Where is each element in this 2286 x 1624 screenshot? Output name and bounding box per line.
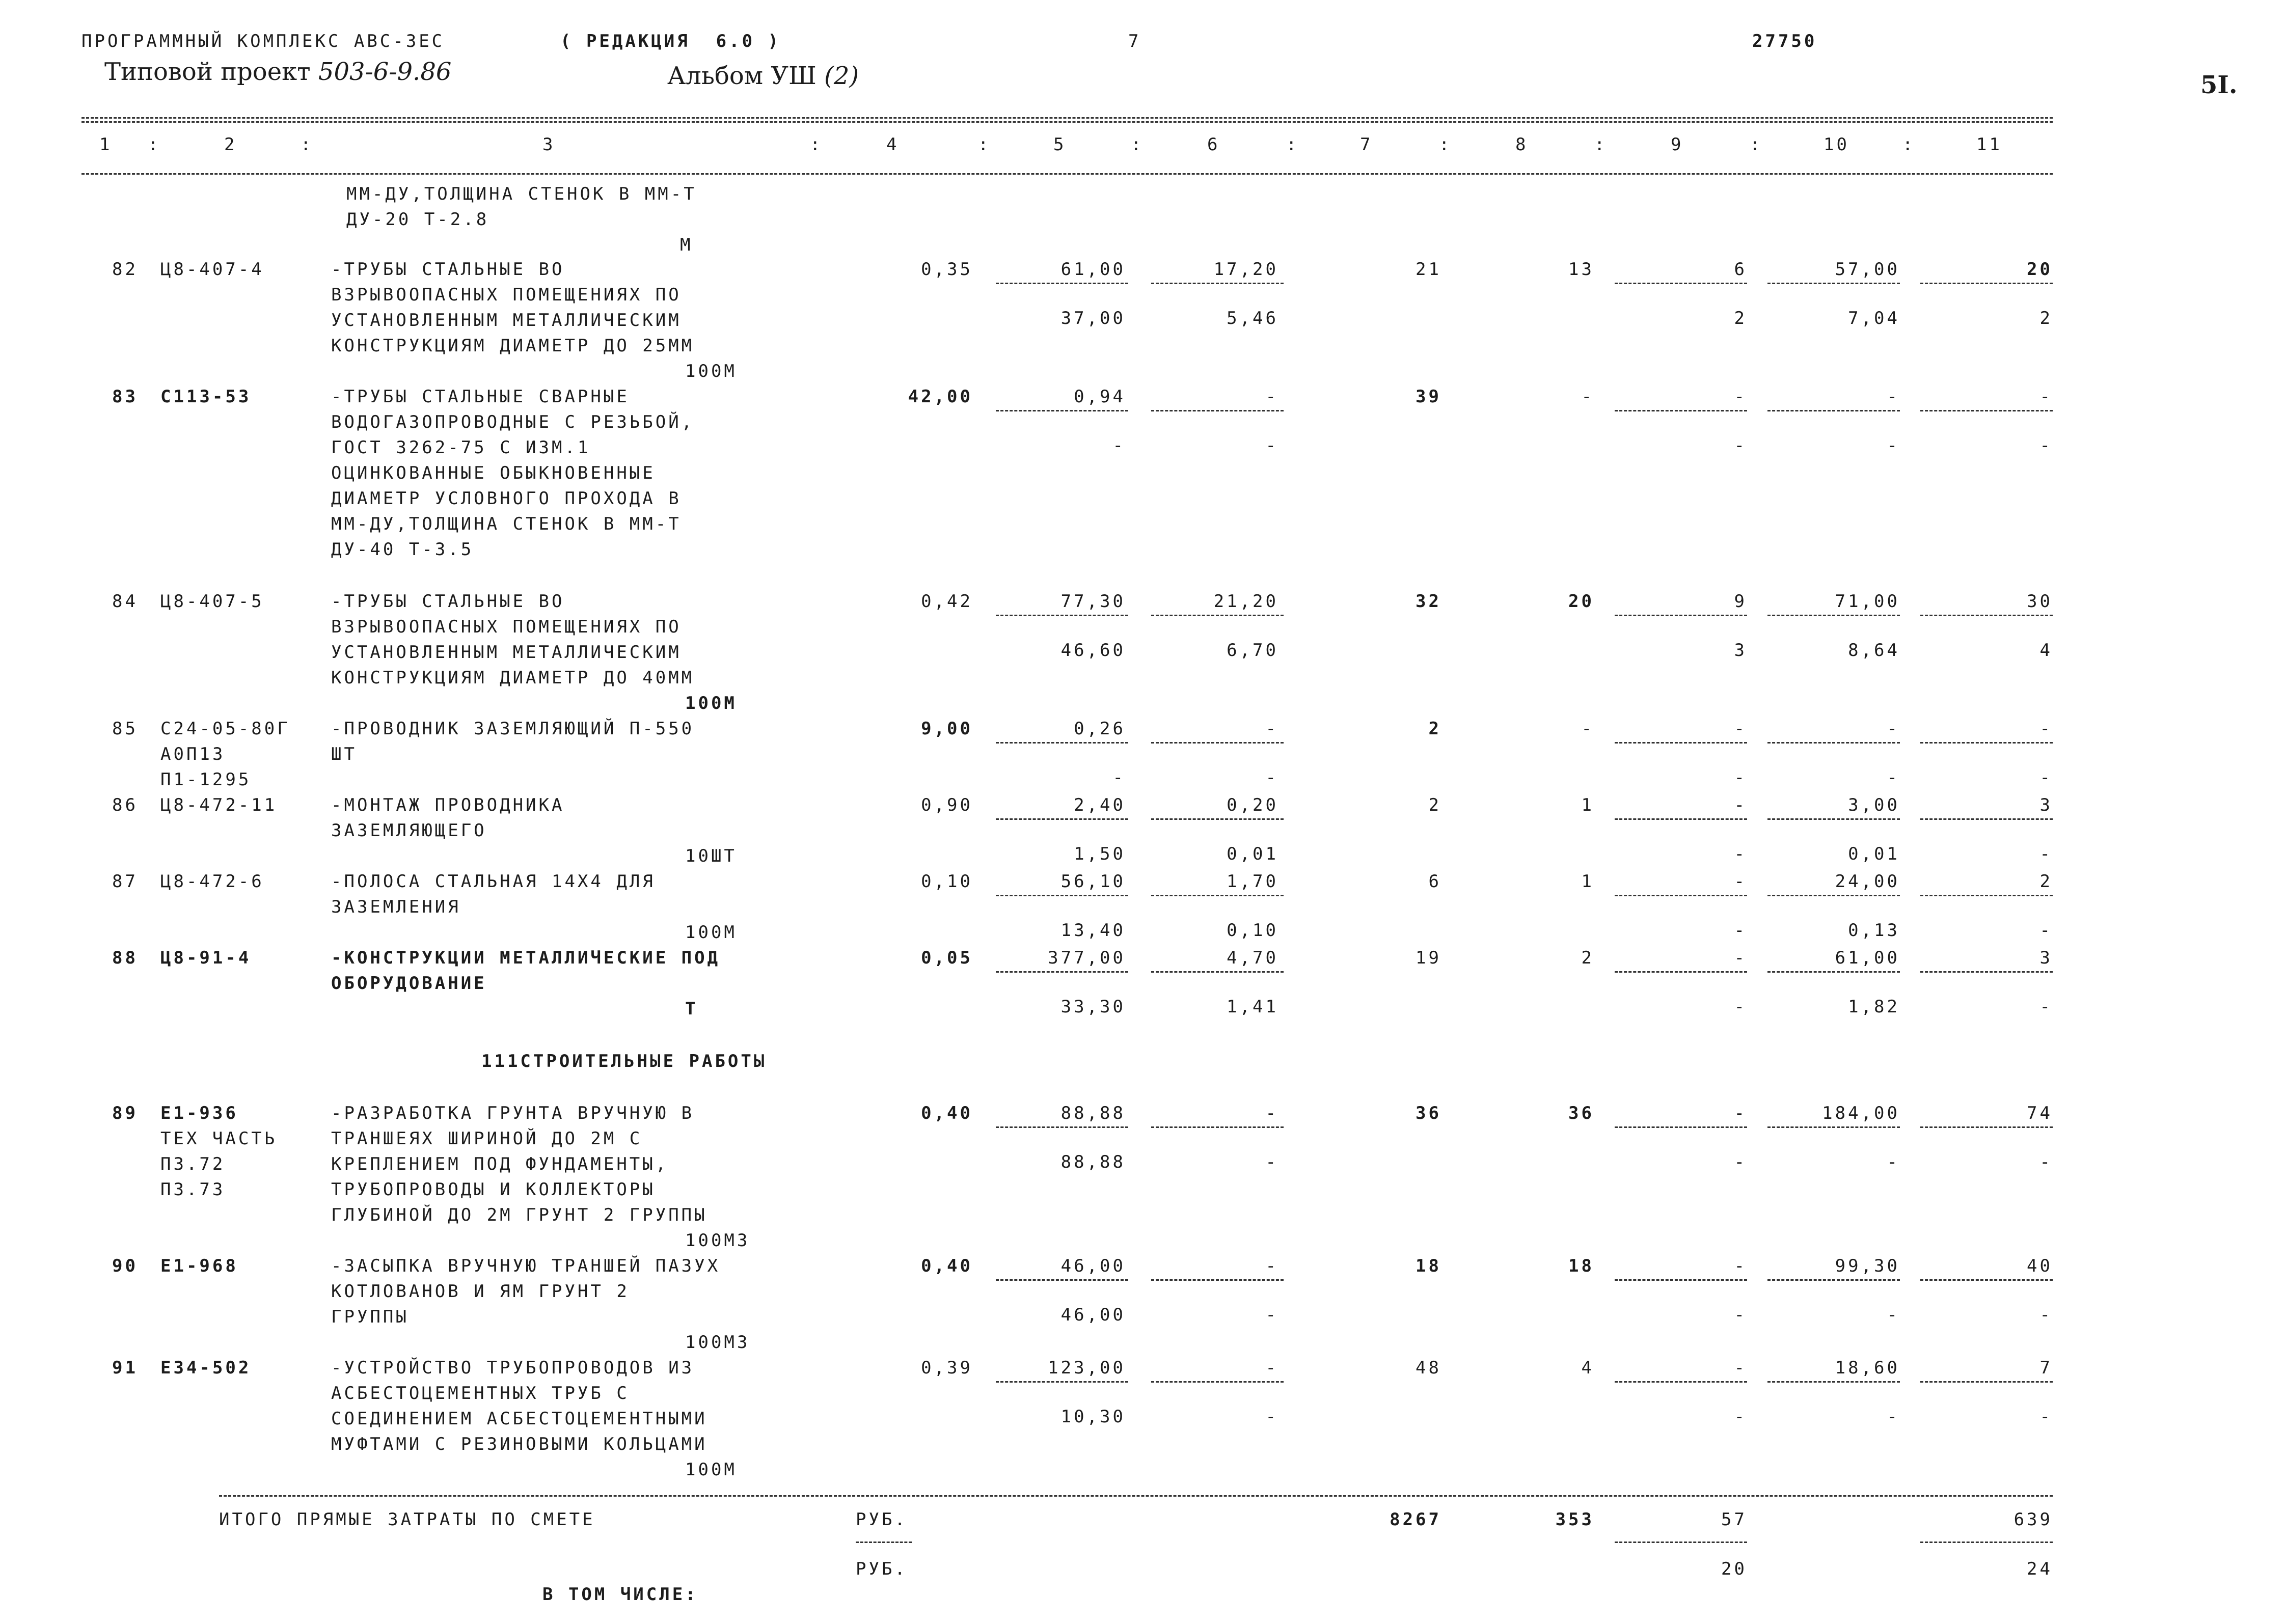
row-unit: 10ШТ: [685, 846, 737, 866]
col-4: 4: [886, 134, 900, 155]
cell-c10b: 1,82: [1848, 997, 1900, 1017]
cell-c11b: -: [2039, 920, 2053, 941]
cell-divider: [1615, 410, 1747, 411]
cell-c4: 0,35: [921, 259, 973, 280]
row-code: П3.72: [160, 1154, 226, 1174]
row-code: С113-53: [160, 387, 252, 407]
cell-divider: [1920, 1381, 2053, 1383]
row-description: АСБЕСТОЦЕМЕНТНЫХ ТРУБ С: [331, 1383, 630, 1403]
cell-divider: [996, 283, 1128, 284]
totals-label: ИТОГО ПРЯМЫЕ ЗАТРАТЫ ПО СМЕТЕ: [219, 1509, 595, 1530]
row-unit: 100М3: [685, 1332, 750, 1353]
cell-c11: 30: [2027, 591, 2053, 612]
cell-c11: 3: [2039, 948, 2053, 968]
cell-divider: [1920, 1279, 2053, 1281]
cell-c6: -: [1265, 1103, 1278, 1123]
cell-c6: 4,70: [1227, 948, 1278, 968]
totals-c9: 57: [1721, 1509, 1747, 1530]
row-description: -КОНСТРУКЦИИ МЕТАЛЛИЧЕСКИЕ ПОД: [331, 948, 721, 968]
totals-c11: 639: [2013, 1509, 2053, 1530]
row-description: ГРУППЫ: [331, 1307, 409, 1327]
cell-c10: 184,00: [1822, 1103, 1900, 1123]
row-description: ВЗРЫВООПАСНЫХ ПОМЕЩЕНИЯХ ПО: [331, 617, 682, 637]
cell-divider: [1767, 971, 1900, 973]
totals-unit-2: РУБ.: [856, 1559, 908, 1579]
cell-c6b: 1,41: [1227, 997, 1278, 1017]
col-10: 10: [1824, 134, 1849, 155]
cell-c6b: -: [1265, 1305, 1278, 1325]
col-sep: :: [1750, 134, 1763, 155]
cell-c10b: -: [1887, 1305, 1900, 1325]
cell-divider: [996, 615, 1128, 616]
cell-c11b: -: [2039, 997, 2053, 1017]
cell-divider: [1767, 895, 1900, 896]
cell-c9: 9: [1734, 591, 1747, 612]
cell-c10b: 0,13: [1848, 920, 1900, 941]
col-7: 7: [1360, 134, 1373, 155]
cell-divider: [1767, 410, 1900, 411]
cell-c10b: 0,01: [1848, 844, 1900, 864]
section-title: 111СТРОИТЕЛЬНЫЕ РАБОТЫ: [481, 1051, 767, 1071]
cell-c7: 2: [1428, 719, 1441, 739]
row-unit: 100М3: [685, 1230, 750, 1251]
cell-c11b: 4: [2039, 640, 2053, 660]
cell-c4: 0,39: [921, 1358, 973, 1378]
cell-c11: 2: [2039, 871, 2053, 892]
cell-c9b: -: [1734, 1152, 1747, 1172]
cell-c7: 36: [1416, 1103, 1441, 1123]
row-unit: 100М: [685, 693, 737, 713]
row-number: 87: [112, 871, 138, 892]
row-description: -ТРУБЫ СТАЛЬНЫЕ ВО: [331, 591, 565, 612]
row-code: А0П13: [160, 744, 226, 764]
row-description: -ТРУБЫ СТАЛЬНЫЕ СВАРНЫЕ: [331, 387, 630, 407]
row-description: -УСТРОЙСТВО ТРУБОПРОВОДОВ ИЗ: [331, 1358, 695, 1378]
row-number: 84: [112, 591, 138, 612]
totals-c11b: 24: [2027, 1559, 2053, 1579]
album-label: Альбом УШ (2): [667, 62, 859, 90]
row-description: ВЗРЫВООПАСНЫХ ПОМЕЩЕНИЯХ ПО: [331, 285, 682, 305]
row-code: П3.73: [160, 1179, 226, 1200]
cell-c6: 21,20: [1213, 591, 1278, 612]
totals-unit: РУБ.: [856, 1509, 908, 1530]
row-description: СОЕДИНЕНИЕМ АСБЕСТОЦЕМЕНТНЫМИ: [331, 1409, 707, 1429]
cell-c11b: -: [2039, 844, 2053, 864]
row-description: УСТАНОВЛЕННЫМ МЕТАЛЛИЧЕСКИМ: [331, 310, 682, 331]
row-description: ЗАЗЕМЛЯЮЩЕГО: [331, 820, 487, 841]
sheet-number: 5I.: [2200, 71, 2238, 99]
cell-divider: [1767, 615, 1900, 616]
cell-c8: -: [1581, 719, 1594, 739]
row-code: ТЕХ ЧАСТЬ: [160, 1128, 278, 1149]
cell-divider: [1615, 895, 1747, 896]
totals-c8: 353: [1555, 1509, 1594, 1530]
cell-c4: 0,40: [921, 1103, 973, 1123]
cell-c7: 6: [1428, 871, 1441, 892]
row-number: 83: [112, 387, 138, 407]
row-code: Ц8-407-4: [160, 259, 264, 280]
cell-c10b: 7,04: [1848, 308, 1900, 328]
cell-c8: -: [1581, 387, 1594, 407]
cell-c10b: -: [1887, 1152, 1900, 1172]
cell-divider: [1615, 1126, 1747, 1128]
row-code: С24-05-80Г: [160, 719, 290, 739]
row-code: Ц8-91-4: [160, 948, 252, 968]
cell-divider: [996, 410, 1128, 411]
cell-c11: 20: [2027, 259, 2053, 280]
col-sep: :: [148, 134, 161, 155]
cell-divider: [1920, 410, 2053, 411]
cell-c9: -: [1734, 1256, 1747, 1276]
cell-c10: 99,30: [1835, 1256, 1900, 1276]
col-sep: :: [1286, 134, 1299, 155]
cell-divider: [1615, 283, 1747, 284]
cell-divider: [1920, 742, 2053, 744]
cell-c6b: -: [1265, 435, 1278, 456]
cell-divider: [1615, 1381, 1747, 1383]
cell-divider: [1767, 818, 1900, 820]
cell-c6b: -: [1265, 767, 1278, 788]
col-6: 6: [1207, 134, 1220, 155]
row-number: 89: [112, 1103, 138, 1123]
header-rule: [81, 117, 2053, 119]
cell-c7: 32: [1416, 591, 1441, 612]
cell-c9b: 2: [1734, 308, 1747, 328]
cell-divider: [1767, 1381, 1900, 1383]
cell-divider: [996, 1279, 1128, 1281]
cell-c5b: 1,50: [1074, 844, 1126, 864]
cell-c5b: -: [1112, 767, 1126, 788]
totals-c11-rule: [1920, 1542, 2053, 1543]
cell-divider: [1151, 742, 1284, 744]
cell-c9b: -: [1734, 767, 1747, 788]
cell-divider: [996, 1381, 1128, 1383]
row-description: ШТ: [331, 744, 357, 764]
cell-c10: 24,00: [1835, 871, 1900, 892]
cell-divider: [1615, 1279, 1747, 1281]
cell-divider: [1151, 818, 1284, 820]
cell-c4: 0,10: [921, 871, 973, 892]
cell-c6b: 5,46: [1227, 308, 1278, 328]
cell-divider: [1151, 1381, 1284, 1383]
cell-c4: 9,00: [921, 719, 973, 739]
row-description: МУФТАМИ С РЕЗИНОВЫМИ КОЛЬЦАМИ: [331, 1434, 707, 1454]
cell-c10: -: [1887, 719, 1900, 739]
row-description: ГОСТ 3262-75 С ИЗМ.1: [331, 437, 591, 458]
col-5: 5: [1053, 134, 1067, 155]
cell-divider: [996, 971, 1128, 973]
cell-c6b: 0,01: [1227, 844, 1278, 864]
cell-c9b: -: [1734, 1407, 1747, 1427]
cell-c5b: 88,88: [1060, 1152, 1126, 1172]
cell-c5: 61,00: [1060, 259, 1126, 280]
cell-c4: 0,42: [921, 591, 973, 612]
cell-c9: -: [1734, 871, 1747, 892]
row-description: ТРУБОПРОВОДЫ И КОЛЛЕКТОРЫ: [331, 1179, 656, 1200]
cell-divider: [1151, 1126, 1284, 1128]
cell-c9b: 3: [1734, 640, 1747, 660]
cell-c8: 1: [1581, 871, 1594, 892]
document-code: 27750: [1752, 31, 1817, 51]
cell-divider: [1615, 971, 1747, 973]
col-sep: :: [978, 134, 991, 155]
cell-divider: [996, 1126, 1128, 1128]
cell-c7: 2: [1428, 795, 1441, 815]
page-sequence: 7: [1128, 31, 1141, 51]
cell-c10: -: [1887, 387, 1900, 407]
carry-line: ММ-ДУ,ТОЛЩИНА СТЕНОК В ММ-Т: [346, 184, 697, 204]
cell-divider: [1767, 283, 1900, 284]
cell-c6: -: [1265, 387, 1278, 407]
row-unit: 100М: [685, 361, 737, 381]
row-code: Е34-502: [160, 1358, 252, 1378]
cell-c5b: 10,30: [1060, 1407, 1126, 1427]
cell-c10b: -: [1887, 767, 1900, 788]
cell-c11b: -: [2039, 1305, 2053, 1325]
cell-c8: 13: [1568, 259, 1594, 280]
cell-c9b: -: [1734, 997, 1747, 1017]
row-description: КОНСТРУКЦИЯМ ДИАМЕТР ДО 40ММ: [331, 668, 695, 688]
cell-c9: -: [1734, 719, 1747, 739]
row-code: Ц8-407-5: [160, 591, 264, 612]
cell-c10b: -: [1887, 435, 1900, 456]
cell-c10b: -: [1887, 1407, 1900, 1427]
row-number: 85: [112, 719, 138, 739]
cell-divider: [996, 742, 1128, 744]
cell-divider: [1151, 971, 1284, 973]
cell-divider: [996, 818, 1128, 820]
cell-c4: 0,40: [921, 1256, 973, 1276]
row-number: 91: [112, 1358, 138, 1378]
cell-c5: 46,00: [1060, 1256, 1126, 1276]
cell-c11b: -: [2039, 767, 2053, 788]
cell-divider: [1920, 971, 2053, 973]
col-sep: :: [1131, 134, 1144, 155]
cell-c10: 18,60: [1835, 1358, 1900, 1378]
cell-c11: 74: [2027, 1103, 2053, 1123]
cell-c8: 4: [1581, 1358, 1594, 1378]
cell-divider: [1920, 1126, 2053, 1128]
cell-c5b: 33,30: [1060, 997, 1126, 1017]
cell-c6: 1,70: [1227, 871, 1278, 892]
row-description: ЗАЗЕМЛЕНИЯ: [331, 897, 461, 917]
cell-c11b: -: [2039, 1407, 2053, 1427]
cell-c4: 0,90: [921, 795, 973, 815]
cell-c11: -: [2039, 387, 2053, 407]
col-sep: :: [1439, 134, 1452, 155]
cell-c6b: -: [1265, 1407, 1278, 1427]
carry-line: ДУ-20 Т-2.8: [346, 209, 489, 230]
row-description: ОБОРУДОВАНИЕ: [331, 973, 487, 994]
cell-divider: [996, 895, 1128, 896]
cell-c9b: -: [1734, 1305, 1747, 1325]
col-8: 8: [1515, 134, 1529, 155]
cell-c10: 3,00: [1848, 795, 1900, 815]
cell-divider: [1920, 895, 2053, 896]
cell-c5b: 46,00: [1060, 1305, 1126, 1325]
row-unit: 100М: [685, 922, 737, 943]
cell-c8: 20: [1568, 591, 1594, 612]
row-description: ДИАМЕТР УСЛОВНОГО ПРОХОДА В: [331, 488, 682, 509]
cell-divider: [1151, 410, 1284, 411]
row-description: ДУ-40 Т-3.5: [331, 539, 474, 560]
cell-c11b: -: [2039, 1152, 2053, 1172]
cell-c4: 0,05: [921, 948, 973, 968]
row-description: КОНСТРУКЦИЯМ ДИАМЕТР ДО 25ММ: [331, 336, 695, 356]
cell-divider: [1920, 818, 2053, 820]
row-description: -ПРОВОДНИК ЗАЗЕМЛЯЮЩИЙ П-550: [331, 719, 695, 739]
totals-unit-rule: [856, 1542, 912, 1543]
cell-c8: 18: [1568, 1256, 1594, 1276]
cell-c6b: 0,10: [1227, 920, 1278, 941]
cell-c5: 0,26: [1074, 719, 1126, 739]
cell-divider: [1767, 742, 1900, 744]
col-sep: :: [810, 134, 823, 155]
col-3: 3: [542, 134, 556, 155]
cell-c7: 18: [1416, 1256, 1441, 1276]
cell-c4: 42,00: [908, 387, 973, 407]
cell-divider: [1151, 283, 1284, 284]
cell-divider: [1615, 742, 1747, 744]
cell-divider: [1615, 615, 1747, 616]
col-9: 9: [1671, 134, 1684, 155]
row-number: 86: [112, 795, 138, 815]
header-rule-2: [81, 121, 2053, 123]
row-description: ММ-ДУ,ТОЛЩИНА СТЕНОК В ММ-Т: [331, 514, 682, 534]
cell-c5b: -: [1112, 435, 1126, 456]
cell-c7: 39: [1416, 387, 1441, 407]
cell-divider: [1151, 615, 1284, 616]
row-description: ОЦИНКОВАННЫЕ ОБЫКНОВЕННЫЕ: [331, 463, 656, 483]
cell-divider: [1151, 895, 1284, 896]
cell-c5: 0,94: [1074, 387, 1126, 407]
cell-divider: [1920, 283, 2053, 284]
col-sep: :: [1594, 134, 1608, 155]
totals-c7: 8267: [1390, 1509, 1441, 1530]
cell-c9: -: [1734, 1358, 1747, 1378]
cell-c9: 6: [1734, 259, 1747, 280]
cell-c9b: -: [1734, 435, 1747, 456]
totals-c9b: 20: [1721, 1559, 1747, 1579]
row-code: Е1-936: [160, 1103, 238, 1123]
cell-c5: 2,40: [1074, 795, 1126, 815]
cell-c11: 40: [2027, 1256, 2053, 1276]
carry-unit: М: [680, 235, 693, 255]
row-description: КРЕПЛЕНИЕМ ПОД ФУНДАМЕНТЫ,: [331, 1154, 669, 1174]
row-code: П1-1295: [160, 769, 252, 790]
col-11: 11: [1976, 134, 2002, 155]
cell-c6: 0,20: [1227, 795, 1278, 815]
cell-c9: -: [1734, 795, 1747, 815]
cell-c6: -: [1265, 1256, 1278, 1276]
row-code: Е1-968: [160, 1256, 238, 1276]
cell-c5: 377,00: [1048, 948, 1126, 968]
edition: ( РЕДАКЦИЯ 6.0 ): [560, 31, 781, 51]
cell-c10b: 8,64: [1848, 640, 1900, 660]
row-description: -МОНТАЖ ПРОВОДНИКА: [331, 795, 565, 815]
row-code: Ц8-472-6: [160, 871, 264, 892]
cell-c5: 88,88: [1060, 1103, 1126, 1123]
cell-c8: 1: [1581, 795, 1594, 815]
cell-divider: [1151, 1279, 1284, 1281]
cell-c6b: -: [1265, 1152, 1278, 1172]
cell-c6: -: [1265, 1358, 1278, 1378]
row-description: ВОДОГАЗОПРОВОДНЫЕ С РЕЗЬБОЙ,: [331, 412, 695, 432]
row-number: 90: [112, 1256, 138, 1276]
cell-c9: -: [1734, 1103, 1747, 1123]
cell-c11b: -: [2039, 435, 2053, 456]
cell-c9b: -: [1734, 920, 1747, 941]
cell-divider: [1920, 615, 2053, 616]
cell-divider: [1767, 1126, 1900, 1128]
cell-c10: 61,00: [1835, 948, 1900, 968]
cell-c11b: 2: [2039, 308, 2053, 328]
row-description: ГЛУБИНОЙ ДО 2М ГРУНТ 2 ГРУППЫ: [331, 1205, 707, 1225]
cell-c8: 2: [1581, 948, 1594, 968]
cell-c10: 71,00: [1835, 591, 1900, 612]
row-description: -РАЗРАБОТКА ГРУНТА ВРУЧНУЮ В: [331, 1103, 695, 1123]
cell-divider: [1767, 1279, 1900, 1281]
row-description: -ЗАСЫПКА ВРУЧНУЮ ТРАНШЕЙ ПАЗУХ: [331, 1256, 721, 1276]
col-sep: :: [1902, 134, 1916, 155]
cell-c11: 7: [2039, 1358, 2053, 1378]
row-description: УСТАНОВЛЕННЫМ МЕТАЛЛИЧЕСКИМ: [331, 642, 682, 663]
project-label: Типовой проект 503-6-9.86: [104, 58, 452, 86]
cell-c6: -: [1265, 719, 1278, 739]
cell-c9b: -: [1734, 844, 1747, 864]
cell-c6: 17,20: [1213, 259, 1278, 280]
cell-c9: -: [1734, 387, 1747, 407]
totals-c9-rule: [1615, 1542, 1747, 1543]
row-description: -ТРУБЫ СТАЛЬНЫЕ ВО: [331, 259, 565, 280]
cell-c11: -: [2039, 719, 2053, 739]
col-sep: :: [301, 134, 314, 155]
totals-including: В ТОМ ЧИСЛЕ:: [542, 1584, 698, 1605]
row-description: КОТЛОВАНОВ И ЯМ ГРУНТ 2: [331, 1281, 630, 1302]
cell-c5b: 46,60: [1060, 640, 1126, 660]
cell-c11: 3: [2039, 795, 2053, 815]
row-number: 88: [112, 948, 138, 968]
cell-c5b: 37,00: [1060, 308, 1126, 328]
col-1: 1: [99, 134, 113, 155]
cell-divider: [1615, 818, 1747, 820]
cell-c9: -: [1734, 948, 1747, 968]
cell-c5: 56,10: [1060, 871, 1126, 892]
row-unit: 100М: [685, 1460, 737, 1480]
cell-c7: 48: [1416, 1358, 1441, 1378]
totals-rule: [219, 1495, 2053, 1497]
row-number: 82: [112, 259, 138, 280]
col-2: 2: [224, 134, 237, 155]
row-unit: Т: [685, 999, 698, 1019]
cell-c8: 36: [1568, 1103, 1594, 1123]
cell-c6b: 6,70: [1227, 640, 1278, 660]
cell-c5: 123,00: [1048, 1358, 1126, 1378]
program-name: ПРОГРАММНЫЙ КОМПЛЕКС АВС-3ЕС: [81, 31, 445, 51]
row-description: ТРАНШЕЯХ ШИРИНОЙ ДО 2М С: [331, 1128, 643, 1149]
cell-c7: 21: [1416, 259, 1441, 280]
cell-c5: 77,30: [1060, 591, 1126, 612]
row-description: -ПОЛОСА СТАЛЬНАЯ 14Х4 ДЛЯ: [331, 871, 656, 892]
column-header-rule: [81, 173, 2053, 175]
cell-c7: 19: [1416, 948, 1441, 968]
row-code: Ц8-472-11: [160, 795, 278, 815]
cell-c10: 57,00: [1835, 259, 1900, 280]
cell-c5b: 13,40: [1060, 920, 1126, 941]
